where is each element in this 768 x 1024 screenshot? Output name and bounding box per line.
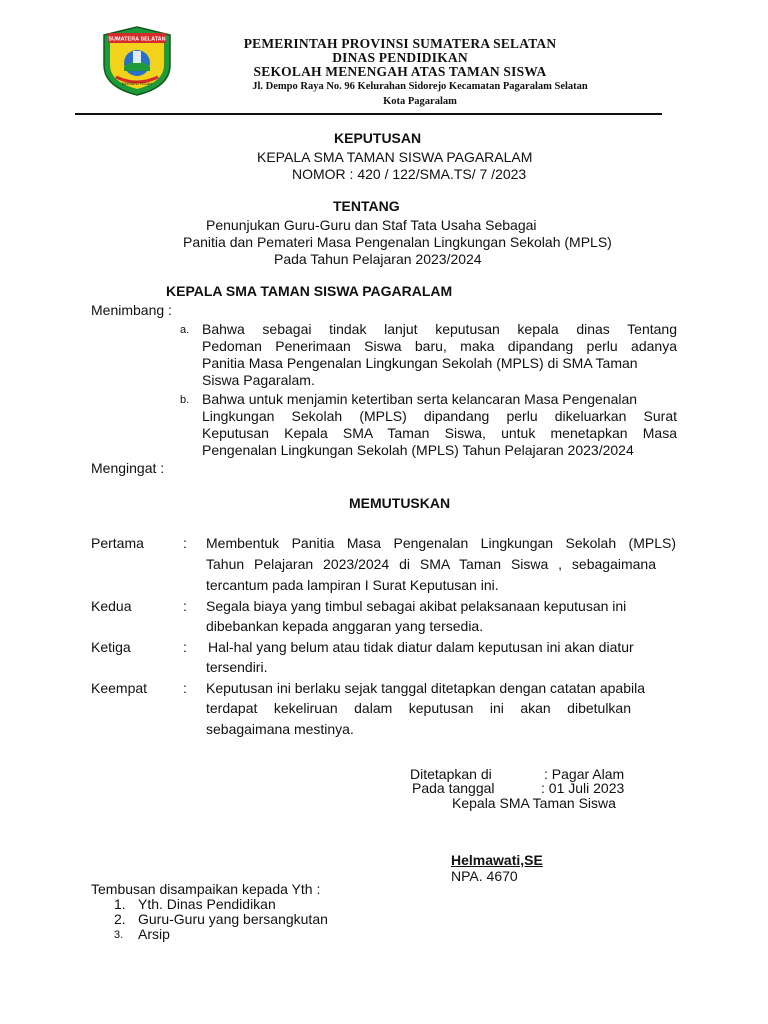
decision-2-line-2: dibebankan kepada anggaran yang tersedia. [206, 618, 484, 634]
about-heading: TENTANG [333, 198, 400, 214]
signature-place-value: : Pagar Alam [544, 766, 625, 782]
decision-label-1: Pertama [91, 535, 144, 551]
considering-marker-a: a. [180, 324, 190, 336]
signature-date-value: : 01 Juli 2023 [541, 780, 625, 796]
signatory-npa: NPA. 4670 [451, 868, 518, 884]
decision-label-4: Keempat [91, 680, 148, 696]
decree-subheading: KEPALA SMA TAMAN SISWA PAGARALAM [257, 149, 533, 165]
about-line-3: Pada Tahun Pelajaran 2023/2024 [274, 251, 482, 267]
about-line-1: Penunjukan Guru-Guru dan Staf Tata Usaha Sebagai [206, 217, 537, 233]
decision-1-line-1: Membentuk Panitia Masa Pengenalan Lingkungan Sekolah (MPLS) [206, 535, 676, 551]
decision-1-line-3: tercantum pada lampiran I Surat Keputusan ini. [206, 577, 499, 593]
considering-a-line-3: Panitia Masa Pengenalan Lingkungan Sekolah (MPLS) di SMA Taman [202, 355, 638, 371]
decision-3-line-2: tersendiri. [206, 659, 268, 675]
decision-colon-4: : [183, 680, 187, 696]
considering-marker-b: b. [180, 394, 190, 406]
decree-heading: KEPUTUSAN [334, 130, 422, 146]
letterhead-divider [75, 113, 662, 115]
considering-a-line-4: Siswa Pagaralam. [202, 372, 315, 388]
decision-3-line-1: Hal-hal yang belum atau tidak diatur dalam keputusan ini akan diatur [208, 639, 634, 655]
copies-item-2: Guru-Guru yang bersangkutan [138, 911, 328, 927]
copies-marker-1: 1. [114, 896, 126, 912]
decision-colon-3: : [183, 639, 187, 655]
copies-marker-3: 3. [114, 929, 124, 941]
decision-label-3: Ketiga [91, 639, 131, 655]
letterhead-city: Kota Pagaralam [383, 96, 457, 107]
copies-intro: Tembusan disampaikan kepada Yth : [91, 881, 321, 897]
signature-date-label: Pada tanggal [412, 780, 495, 796]
considering-a-line-2: Pedoman Penerimaan Siswa baru, maka dipandang perlu adanya [202, 338, 677, 354]
copies-item-3: Arsip [138, 926, 170, 942]
decision-label-2: Kedua [91, 598, 132, 614]
decision-colon-2: : [183, 598, 187, 614]
considering-b-line-1: Bahwa untuk menjamin ketertiban serta kelancaran Masa Pengenalan [202, 391, 638, 407]
signatory-name: Helmawati,SE [451, 852, 543, 868]
decision-1-line-2: Tahun Pelajaran 2023/2024 di SMA Taman Siswa , sebagaimana [206, 556, 656, 572]
decision-colon-1: : [183, 535, 187, 551]
signature-place-label: Ditetapkan di [410, 766, 492, 782]
decide-heading: MEMUTUSKAN [349, 495, 451, 511]
considering-a-line-1: Bahwa sebagai tindak lanjut keputusan kepala dinas Tentang [202, 321, 677, 337]
decision-2-line-1: Segala biaya yang timbul sebagai akibat pelaksanaan keputusan ini [206, 598, 627, 614]
copies-item-1: Yth. Dinas Pendidikan [138, 896, 276, 912]
considering-b-line-2: Lingkungan Sekolah (MPLS) dipandang perlu dikeluarkan Surat [202, 408, 677, 424]
logo-banner-text: SUMATERA SELATAN [108, 36, 166, 43]
considering-label: Menimbang : [91, 302, 172, 318]
copies-marker-2: 2. [114, 911, 126, 927]
letterhead-government: PEMERINTAH PROVINSI SUMATERA SELATAN [243, 36, 557, 51]
about-line-2: Panitia dan Pemateri Masa Pengenalan Lingkungan Sekolah (MPLS) [183, 234, 612, 250]
decision-4-line-3: sebagaimana mestinya. [206, 721, 354, 737]
considering-b-line-4: Pengenalan Lingkungan Sekolah (MPLS) Tahun Pelajaran 2023/2024 [202, 442, 634, 458]
logo-caption-text: BERSATU TEGUH [122, 82, 152, 86]
letterhead-address: Jl. Dempo Raya No. 96 Kelurahan Sidorejo Kecamatan Pagaralam Selatan [252, 81, 588, 92]
remembering-label: Mengingat : [91, 460, 165, 476]
decree-number: NOMOR : 420 / 122/SMA.TS/ 7 /2023 [292, 166, 527, 182]
considering-b-line-3: Keputusan Kepala SMA Taman Siswa, untuk menetapkan Masa [202, 425, 677, 441]
decision-4-line-1: Keputusan ini berlaku sejak tanggal ditetapkan dengan catatan apabila [206, 680, 645, 696]
authority-heading: KEPALA SMA TAMAN SISWA PAGARALAM [166, 283, 453, 299]
letterhead-school: SEKOLAH MENENGAH ATAS TAMAN SISWA [253, 64, 547, 79]
decision-4-line-2: terdapat kekeliruan dalam keputusan ini akan dibetulkan [206, 700, 631, 716]
signature-position: Kepala SMA Taman Siswa [452, 795, 616, 811]
letterhead-department: DINAS PENDIDIKAN [332, 50, 468, 65]
